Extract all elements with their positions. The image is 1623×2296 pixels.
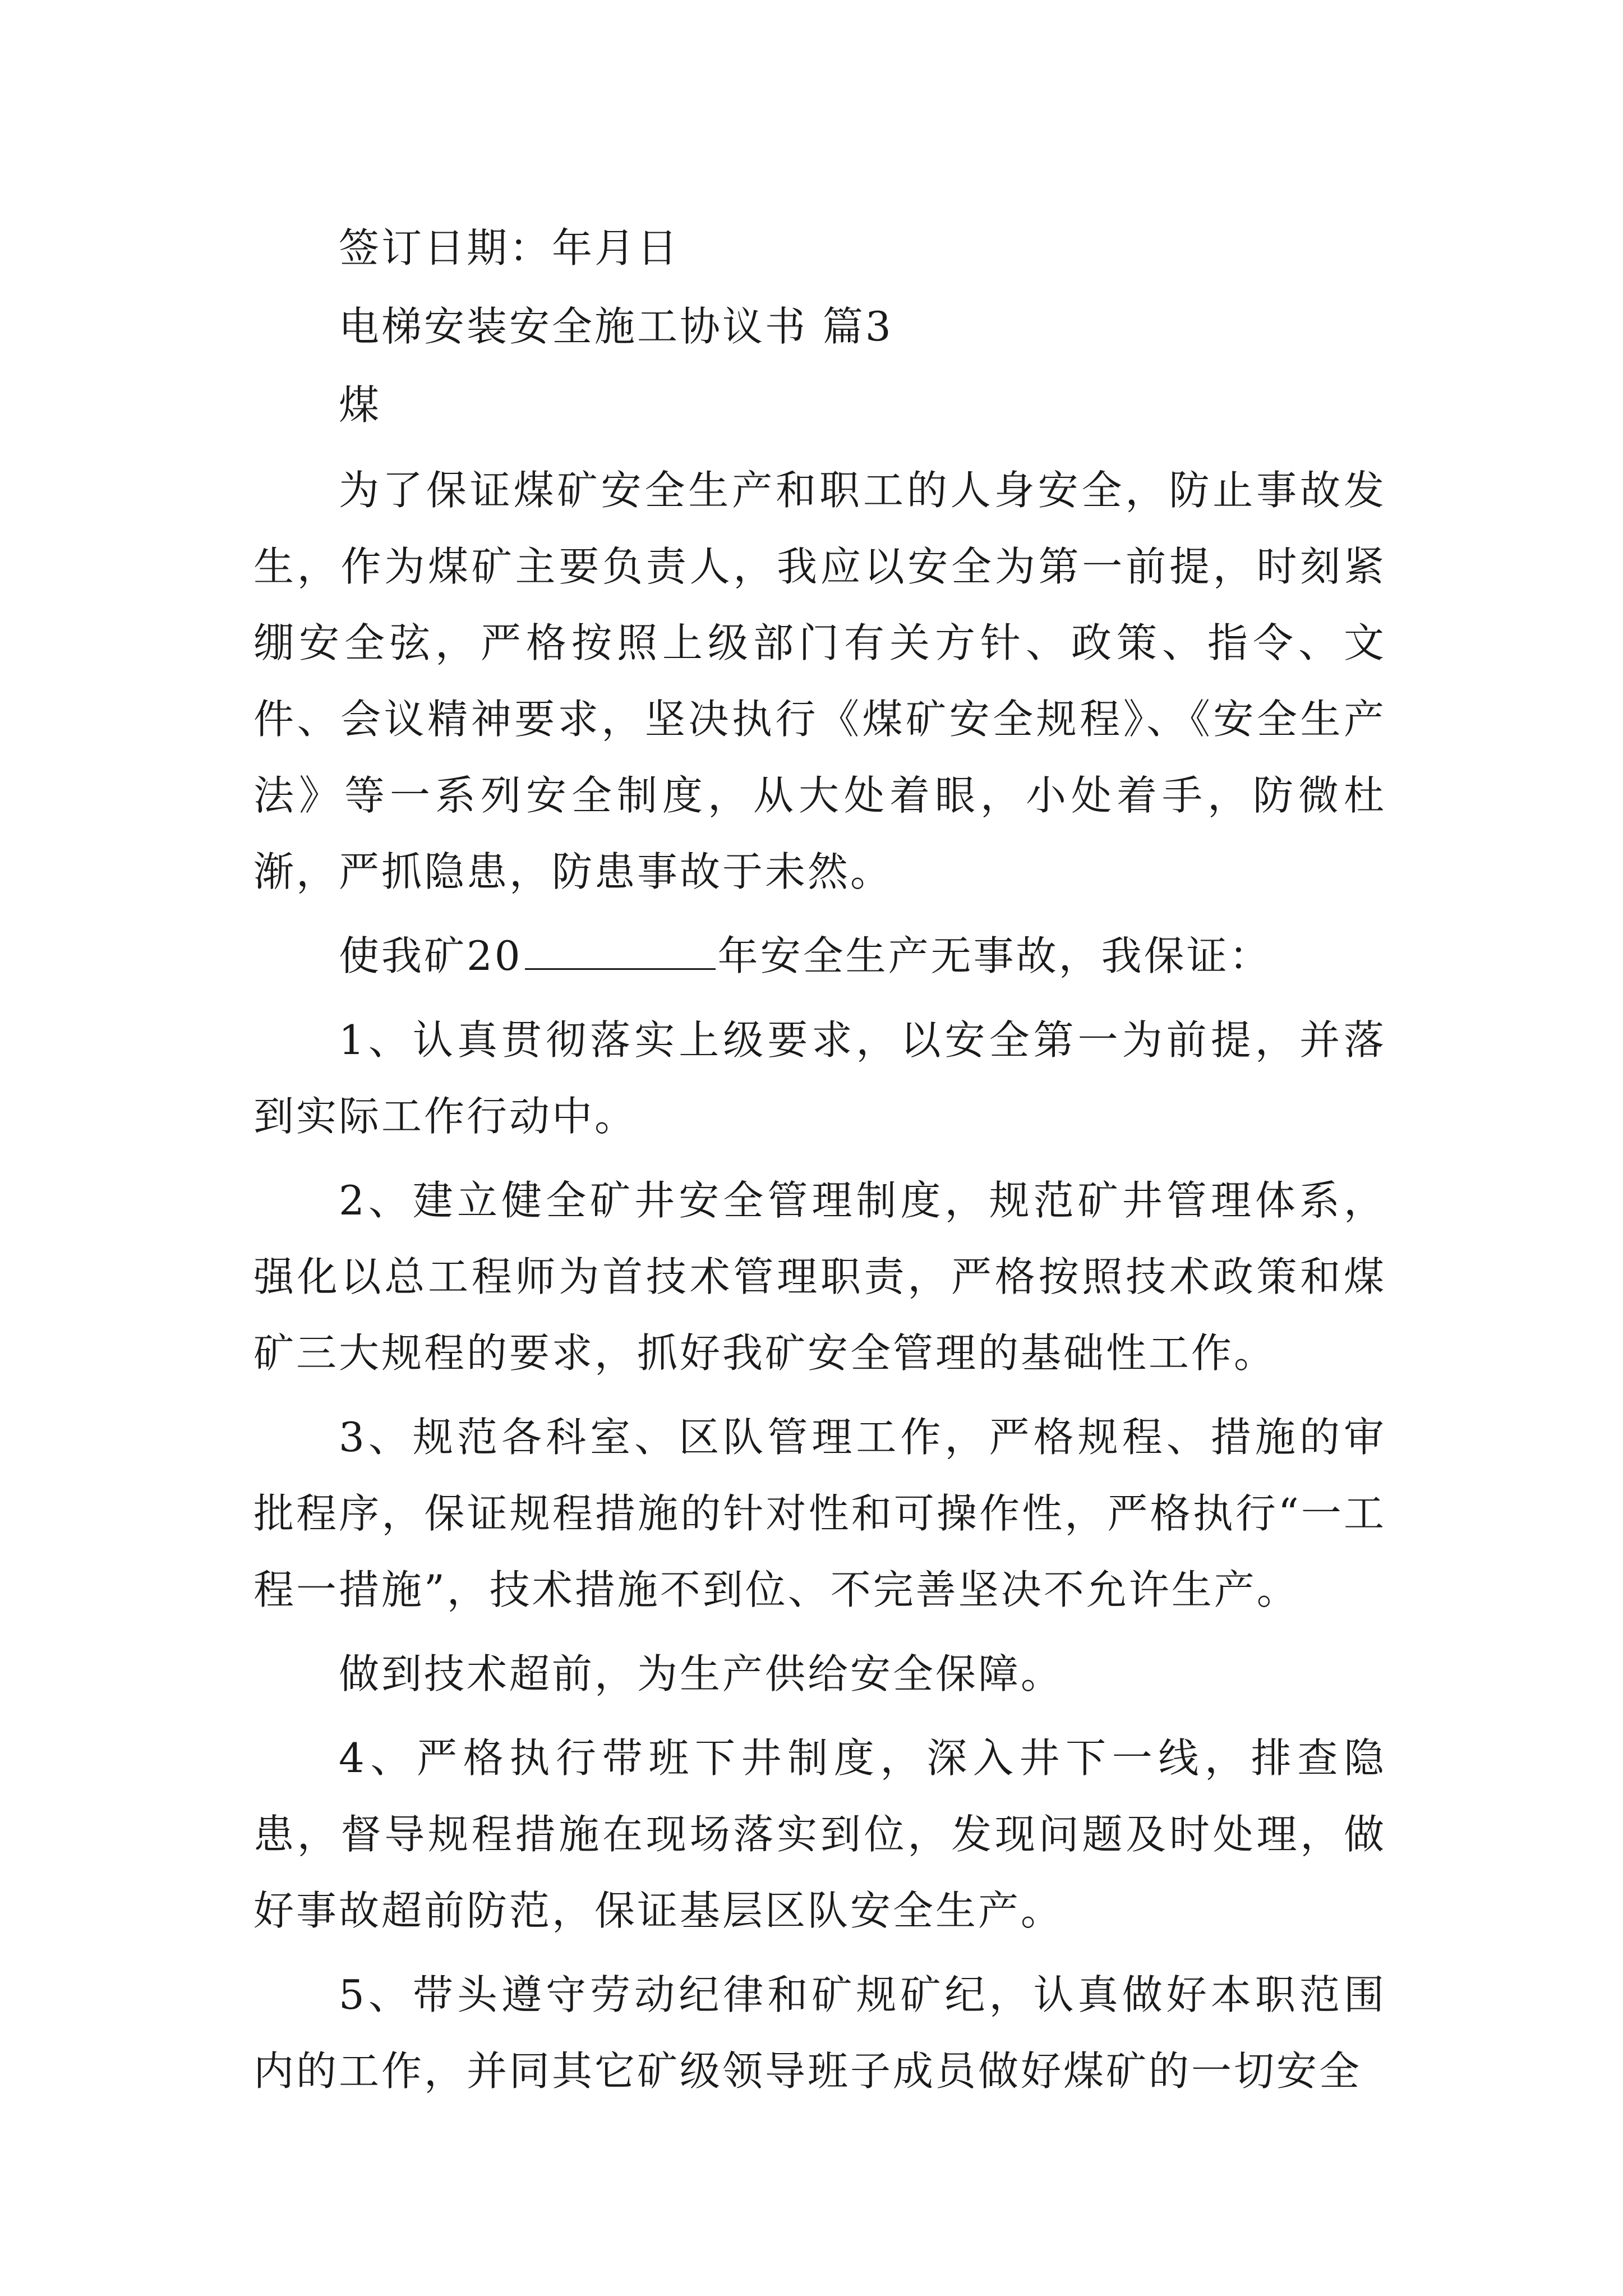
pledge-prefix: 使我矿20 [339, 932, 523, 979]
document-title: 电梯安装安全施工协议书 篇3 [339, 303, 893, 350]
document-subtitle: 煤 [339, 381, 382, 429]
item-1: 1、认真贯彻落实上级要求，以安全第一为前提，并落到实际工作行动中。 [253, 1016, 1386, 1140]
item-4: 4、严格执行带班下井制度，深入井下一线，排查隐患，督导规程措施在现场落实到位，发现问题及时处理，做好事故超前防范，保证基层区队安全生产。 [253, 1734, 1386, 1934]
intro-paragraph: 为了保证煤矿安全生产和职工的人身安全，防止事故发生，作为煤矿主要负责人，我应以安全为第一前提，时刻紧绷安全弦，严格按照上级部门有关方针、政策、指令、文件、会议精神要求，坚决执行《煤矿安全规程》、《安全生产法》等一系列安全制度，从大处着眼，小处着手，防微杜渐，严抓隐患，防患事故于未然。 [253, 467, 1386, 895]
pledge-suffix: 年安全生产无事故，我保证： [717, 932, 1272, 979]
pledge-paragraph [253, 918, 1386, 994]
year-blank [525, 935, 716, 970]
signing-date: 签订日期：年月日 [339, 224, 680, 272]
item-3: 3、规范各科室、区队管理工作，严格规程、措施的审批程序，保证规程措施的针对性和可操作性，严格执行“一工程一措施”，技术措施不到位、不完善坚决不允许生产。 [253, 1414, 1386, 1613]
item-2: 2、建立健全矿井安全管理制度，规范矿井管理体系，强化以总工程师为首技术管理职责，严格按照技术政策和煤矿三大规程的要求，抓好我矿安全管理的基础性工作。 [253, 1177, 1386, 1377]
item-3-continuation: 做到技术超前，为生产供给安全保障。 [339, 1650, 1064, 1697]
document-body [253, 209, 1386, 2109]
item-5: 5、带头遵守劳动纪律和矿规矿纪，认真做好本职范围内的工作，并同其它矿级领导班子成员做好煤矿的一切安全 [253, 1971, 1386, 2095]
